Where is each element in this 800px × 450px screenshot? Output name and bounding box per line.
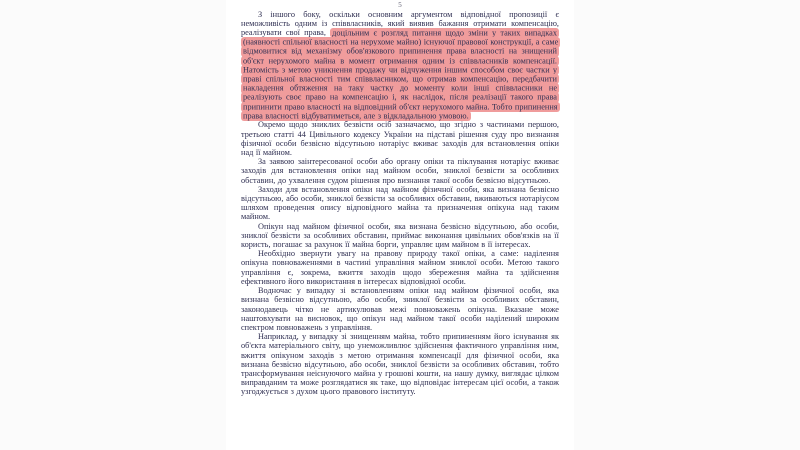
text-column <box>241 1 559 397</box>
page-number: 5 <box>398 1 402 9</box>
paragraph: Наприклад, у випадку зі знищенням майна, тобто припиненням його існування як об'єкта матеріального світу, що унеможливлює здійснення фактичного управління ним, вжиття опікуном заходів з метою отримання компенсації для фізичної особи, яка визнана безвісно відсутньою, або особи, зниклої безвісти за особливих обставин, тобто трансформування неіснуючого майна у грошові кошти, на нашу думку, виглядає цілком виправданим та може розглядатися як таке, що відповідає інтересам цієї особи, а також узгоджується з духом цього правового інституту. <box>241 332 559 397</box>
paragraph: Заходи для встановлення опіки над майном фізичної особи, яка визнана безвісно відсутньою, або особи, зниклої безвісти за особливих обставин, вживаються нотаріусом шляхом проведення опису відповідного майна та призначення опікуна над таким майном. <box>241 184 559 222</box>
highlighted-passage: доцільним є розгляд питання щодо зміни у таких випадках (наявності спільної власності на нерухоме майно) існуючої правової конструкції, а саме відмовитися від механізму обов'язкового припинення права власності на знищений об'єкт нерухомого майна в момент отримання одним із співвласників компенсації. Натомість з метою уникнення продажу чи відчуження іншим способом своє частки у праві спільної власності тим співвласником, що отримав компенсацію, передбачити накладення обтяження на таку частку до моменту коли інші співвласники не реалізують своє право на компенсацію і, як наслідок, після реалізації такого права припинити право власності на відповідний об'єкт нерухомого майна. Тобто припинення права власності відбуватиметься, але з відкладальною умовою. <box>243 28 559 121</box>
paragraph: За заявою заінтересованої особи або органу опіки та піклування нотаріус вживає заходів для встановлення опіки над майном особи, зниклої безвісти за особливих обставин, до ухвалення судом рішення про визнання такої особи безвісно відсутньою. <box>241 157 559 185</box>
paragraph: Окремо щодо зниклих безвісти осіб зазначаємо, що згідно з частинами першою, третьою статті 44 Цивільного кодексу України на підставі рішення суду про визнання фізичної особи безвісно відсутньою нотаріус вживає заходів для встановлення опіки над її майном. <box>241 120 559 158</box>
paragraph: Опікун над майном фізичної особи, яка визнана безвісно відсутньою, або особи, зниклої безвісти за особливих обставин, приймає виконання цивільних обов'язків на її користь, погашає за рахунок її майна борги, управляє цим майном в її інтересах. <box>241 221 559 250</box>
paragraph-text: З іншого боку, оскільки основним аргументом відповідної пропозиції є неможливість одним із співвласників, який виявив бажання отримати компенсацію, реалізувати свої права, <box>241 10 559 38</box>
document-page <box>226 0 574 450</box>
paragraph: Водночас у випадку зі встановленням опіки над майном фізичної особи, яка визнана безвісно відсутньою, або особи, зниклої безвісти за особливих обставин, законодавець чітко не артикулював межі повноважень опікуна. Вказане може наштовхувати на висновок, що опікун над майном такої особи наділений широким спектром повноважень з управління. <box>241 286 559 332</box>
paragraph: Необхідно звернути увагу на правову природу такої опіки, а саме: наділення опікуна повноваженнями в частині управління майном зниклої особи. Метою такого управління є, зокрема, вжиття заходів щодо збереження майна та здійснення ефективного його використання в інтересах відповідної особи. <box>241 249 559 286</box>
paragraph <box>241 10 559 120</box>
